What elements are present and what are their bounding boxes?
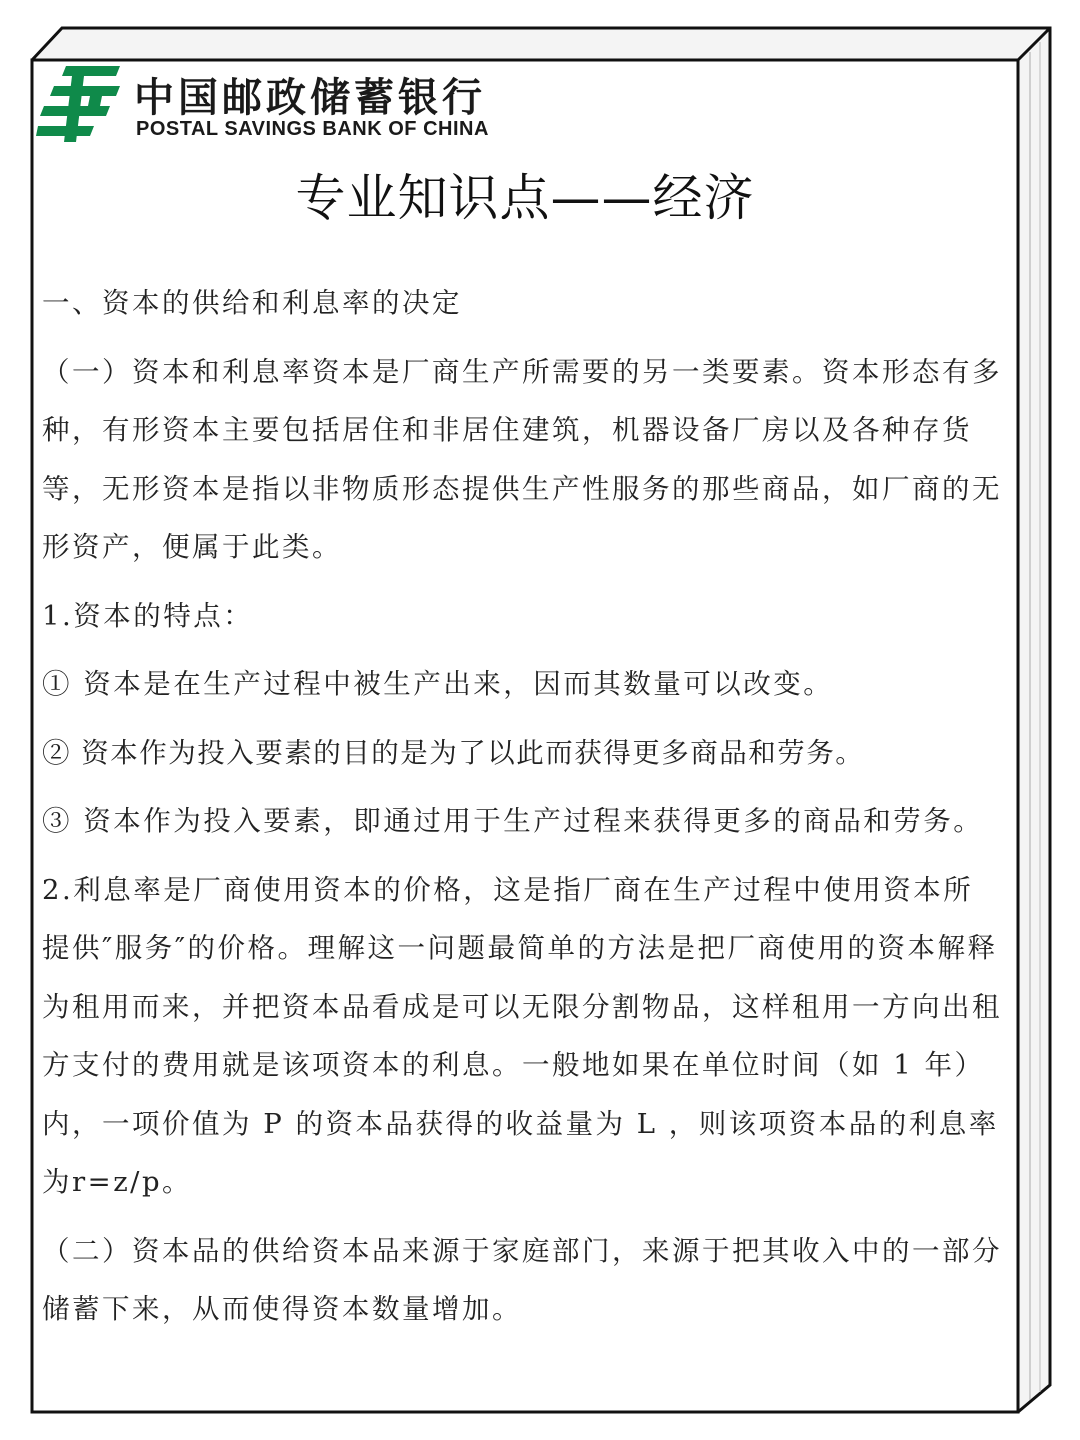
list-item-feature-1: ① 资本是在生产过程中被生产出来，因而其数量可以改变。 — [42, 668, 834, 700]
subheading-capital-features: 1.资本的特点： — [42, 599, 254, 632]
bank-name-chinese: 中国邮政储蓄银行 — [134, 75, 486, 121]
paragraph-capital-intro: （一）资本和利息率资本是厂商生产所需要的另一类要素。资本形态有多种，有形资本主要包括居住和非居住建筑，机器设备厂房以及各种存货等，无形资本是指以非物质形态提供生产性服务的那些商品，如厂商的无形资产，便属于此类。 — [42, 355, 1002, 563]
list-item-feature-3: ③ 资本作为投入要素，即通过用于生产过程来获得更多的商品和劳务。 — [42, 805, 984, 837]
bank-logo — [36, 62, 636, 146]
bank-name-english: POSTAL SAVINGS BANK OF CHINA — [136, 118, 489, 140]
postal-logo-icon — [36, 64, 120, 142]
paragraph-interest-rate: 2.利息率是厂商使用资本的价格，这是指厂商在生产过程中使用资本所提供″服务″的价格。理解这一问题最简单的方法是把厂商使用的资本解释为租用而来，并把资本品看成是可以无限分割物品，这样租用一方向出租方支付的费用就是该项资本的利息。一般地如果在单位时间（如 1 年）内，一项价值为 P 的资本品获得的收益量为 L ，则该项资本品的利息率为r=z/p。 — [42, 873, 1002, 1198]
page-title: 专业知识点——经济 — [295, 169, 755, 227]
article-body — [42, 274, 1002, 1349]
paragraph-capital-supply: （二）资本品的供给资本品来源于家庭部门，来源于把其收入中的一部分储蓄下来，从而使得资本数量增加。 — [42, 1234, 1002, 1325]
document-page — [32, 60, 1018, 1412]
list-item-feature-2: ② 资本作为投入要素的目的是为了以此而获得更多商品和劳务。 — [42, 736, 865, 769]
section-heading: 一、资本的供给和利息率的决定 — [42, 287, 462, 319]
